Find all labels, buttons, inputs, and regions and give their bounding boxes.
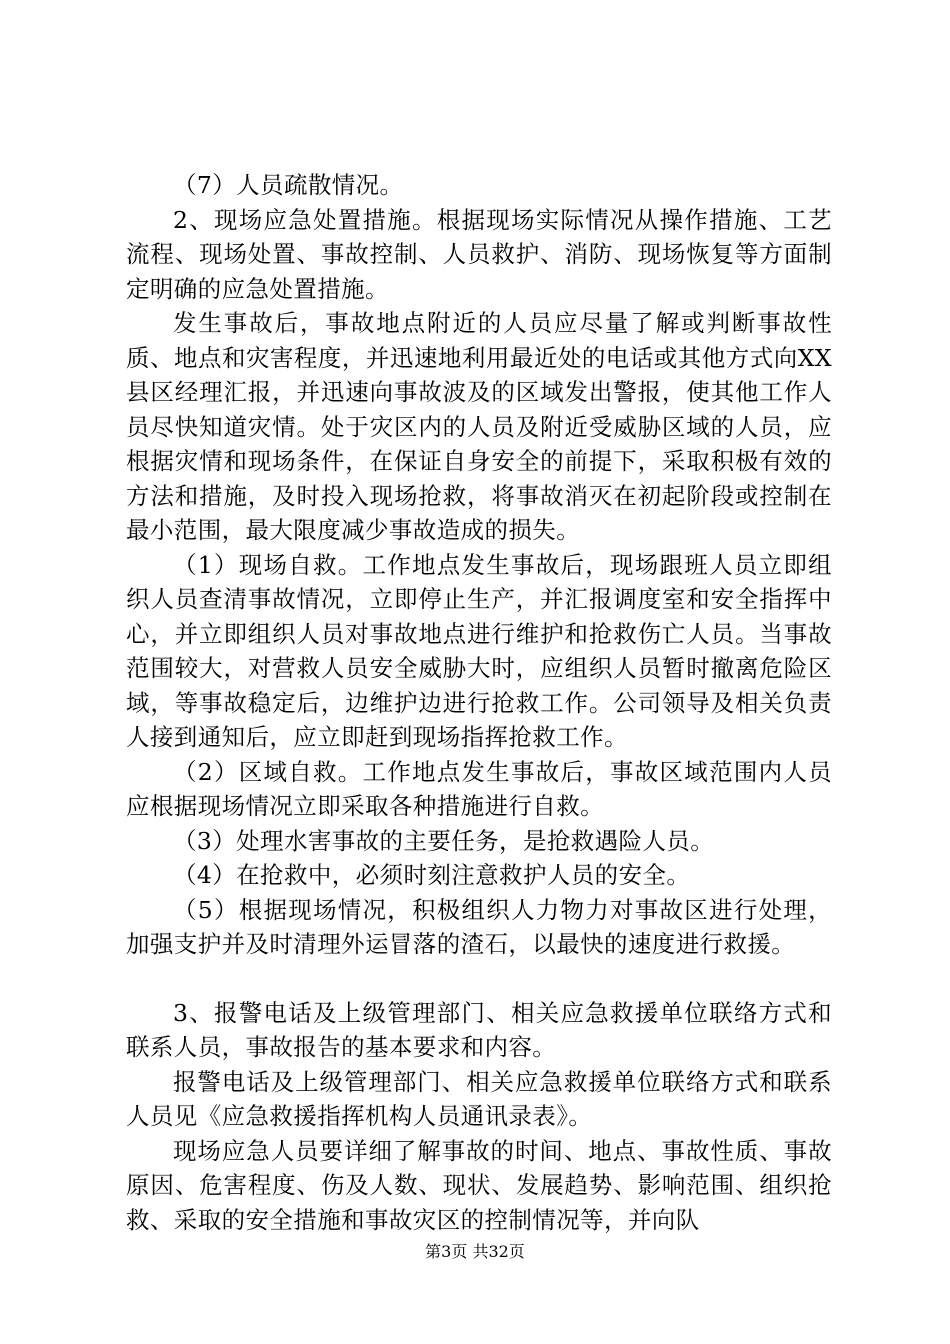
paragraph-site-handling: （5）根据现场情况，积极组织人力物力对事故区进行处理，加强支护并及时清理外运冒落的渣石，以最快的速度进行救援。 (126, 895, 832, 958)
page-footer: 第3页 共32页 (425, 1242, 525, 1261)
paragraph-onsite-measures: 2、现场应急处置措施。根据现场实际情况从操作措施、工艺流程、现场处置、事故控制、人员救护、消防、现场恢复等方面制定明确的应急处置措施。 (126, 205, 832, 303)
paragraph-alarm-contacts: 3、报警电话及上级管理部门、相关应急救援单位联络方式和联系人员，事故报告的基本要求和内容。 (126, 998, 832, 1061)
paragraph-evacuation: （7）人员疏散情况。 (173, 171, 404, 199)
paragraph-water-hazard: （3）处理水害事故的主要任务，是抢救遇险人员。 (173, 826, 715, 855)
paragraph-area-rescue: （2）区域自救。工作地点发生事故后，事故区域范围内人员应根据现场情况立即采取各种措施进行自救。 (126, 757, 832, 820)
paragraph-self-rescue: （1）现场自救。工作地点发生事故后，现场跟班人员立即组织人员查清事故情况，立即停止生产，并汇报调度室和安全指挥中心，并立即组织人员对事故地点进行维护和抢救伤亡人员。当事故范围较大，对营救人员安全威胁大时，应组织人员暂时撤离危险区域，等事故稳定后，边维护边进行抢救工作。公司领导及相关负责人接到通知后，应立即赶到现场指挥抢救工作。 (126, 550, 832, 751)
document-body (126, 168, 832, 1237)
paragraph-rescuer-safety: （4）在抢救中，必须时刻注意救护人员的安全。 (173, 861, 691, 889)
paragraph-contact-table: 报警电话及上级管理部门、相关应急救援单位联络方式和联系人员见《应急救援指挥机构人员通讯录表》。 (126, 1067, 832, 1130)
paragraph-report-details: 现场应急人员要详细了解事故的时间、地点、事故性质、事故原因、危害程度、伤及人数、现状、发展趋势、影响范围、组织抢救、采取的安全措施和事故灾区的控制情况等，并向队 (126, 1136, 832, 1234)
paragraph-after-accident: 发生事故后，事故地点附近的人员应尽量了解或判断事故性质、地点和灾害程度，并迅速地利用最近处的电话或其他方式向XX县区经理汇报，并迅速向事故波及的区域发出警报，使其他工作人员尽快知道灾情。处于灾区内的人员及附近受威胁区域的人员，应根据灾情和现场条件，在保证自身安全的前提下，采取积极有效的方法和措施，及时投入现场抢救，将事故消灭在初起阶段或控制在最小范围，最大限度减少事故造成的损失。 (126, 309, 832, 544)
